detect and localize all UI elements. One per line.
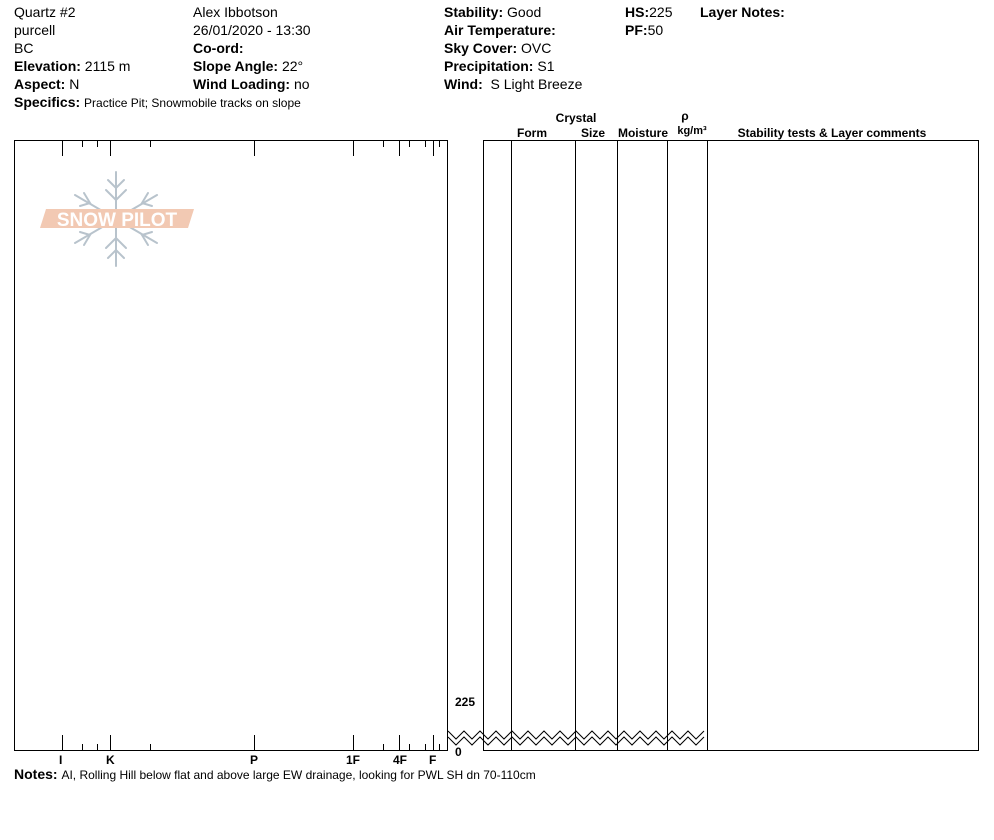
depth-top-label: 225: [455, 695, 476, 709]
precip-value: S1: [537, 58, 555, 74]
specifics-value: Practice Pit; Snowmobile tracks on slope: [84, 96, 301, 110]
sky-label: Sky Cover:: [444, 40, 518, 56]
hardness-label-4f: 4F: [393, 753, 408, 767]
logo-text: SNOW PILOT: [56, 210, 178, 231]
layer-table-columns: [512, 140, 708, 751]
pf-label: PF:: [625, 22, 648, 38]
date-time: 26/01/2020 - 13:30: [193, 22, 311, 38]
layer-table-frame: [484, 141, 979, 751]
hardness-bottom-ticks: [63, 735, 440, 751]
notes-value: AI, Rolling Hill below flat and above large EW drainage, looking for PWL SH dn 70-110cm: [61, 768, 536, 782]
mountain-range: purcell: [14, 22, 56, 38]
layer-notes-label: Layer Notes:: [700, 4, 785, 20]
aspect-value: N: [69, 76, 80, 92]
air-temp-label: Air Temperature:: [444, 22, 556, 38]
stability-value: Good: [507, 4, 542, 20]
pf-value: 50: [647, 22, 664, 38]
elevation-label: Elevation:: [14, 58, 81, 74]
specifics-label: Specifics:: [14, 94, 81, 110]
hardness-label-f: F: [429, 753, 437, 767]
notes-label: Notes:: [14, 766, 58, 782]
wind-loading-label: Wind Loading:: [193, 76, 291, 92]
hardness-label-1f: 1F: [346, 753, 361, 767]
precip-label: Precipitation:: [444, 58, 534, 74]
header-size: Size: [580, 126, 606, 140]
header-crystal: Crystal: [555, 111, 597, 125]
header-moisture: Moisture: [617, 126, 669, 140]
hs-value: 225: [649, 4, 673, 20]
region: BC: [14, 40, 34, 56]
header-comments: Stability tests & Layer comments: [737, 126, 927, 140]
hardness-label-i: I: [59, 753, 63, 767]
notes: [14, 766, 536, 783]
coord-label: Co-ord:: [193, 40, 244, 56]
hardness-top-ticks: [63, 140, 440, 156]
hardness-label-k: K: [106, 753, 115, 767]
wind-label: Wind:: [444, 76, 483, 92]
pit-name: Quartz #2: [14, 4, 76, 20]
wind-value: S Light Breeze: [490, 76, 583, 92]
header-form: Form: [517, 126, 547, 140]
hs-label: HS:: [625, 4, 650, 20]
stability-label: Stability:: [444, 4, 504, 20]
header-density-unit: kg/m³: [677, 125, 707, 137]
snow-pilot-logo: [40, 172, 194, 266]
aspect-label: Aspect:: [14, 76, 66, 92]
sky-value: OVC: [521, 40, 552, 56]
hardness-label-p: P: [250, 753, 259, 767]
wind-loading-value: no: [293, 76, 310, 92]
header-rho: ρ: [681, 109, 689, 123]
observer: Alex Ibbotson: [193, 4, 278, 20]
depth-bottom-label: 0: [455, 745, 462, 759]
slope-label: Slope Angle:: [193, 58, 279, 74]
slope-value: 22°: [281, 58, 304, 74]
elevation-value: 2115 m: [84, 58, 131, 74]
